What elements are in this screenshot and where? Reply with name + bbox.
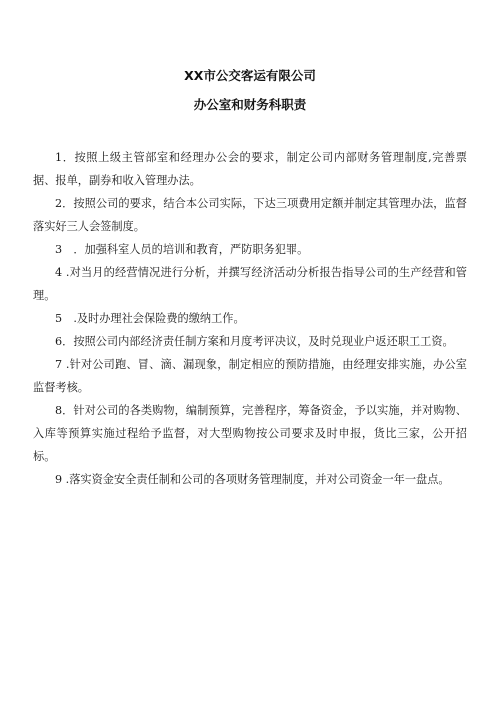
item-number: 2: [55, 197, 63, 210]
item-text: ．按照公司内部经济责任制方案和月度考评决议，及时兑现业户返还职工工资。: [62, 335, 454, 348]
item-text: ．加强科室人员的培训和教育，严防职务犯罪。: [62, 243, 309, 256]
document-title: 办公室和财务科职责: [193, 97, 307, 112]
item-number: 3: [55, 243, 63, 256]
duty-item: [33, 192, 467, 238]
item-text: .针对公司跑、冒、滴、漏现象，制定相应的预防措施，由经理安排实施，办公室监督考核。: [33, 358, 467, 394]
duty-item: [33, 399, 467, 468]
item-number: 5: [55, 312, 63, 325]
duty-item: [33, 238, 467, 261]
item-text: ．针对公司的各类购物，编制预算，完善程序，筹备资金，予以实施，并对购物、入库等预算实施过程给予监督，对大型购物按公司要求及时申报，货比三家，公开招标。: [33, 404, 467, 463]
duty-item: [33, 353, 467, 399]
duty-item: [33, 261, 467, 307]
item-number: 4: [55, 266, 63, 279]
item-text: .落实资金安全责任制和公司的各项财务管理制度，并对公司资金一年一盘点。: [62, 473, 450, 486]
item-text: ．按照公司的要求，结合本公司实际，下达三项费用定额并制定其管理办法，监督落实好三人会签制度。: [33, 197, 467, 233]
duty-item: [33, 307, 467, 330]
company-title: XX市公交客运有限公司: [184, 68, 316, 83]
duty-item: [33, 330, 467, 353]
duty-item: [33, 468, 467, 491]
item-text: .及时办理社会保险费的缴纳工作。: [62, 312, 245, 325]
item-number: 8: [55, 404, 63, 417]
item-text: .对当月的经营情况进行分析，并撰写经济活动分析报告指导公司的生产经营和管理。: [33, 266, 467, 302]
duty-item: [33, 146, 467, 192]
item-number: 7: [55, 358, 63, 371]
item-number: 1: [55, 151, 63, 164]
item-number: 9: [55, 473, 63, 486]
item-number: 6: [55, 335, 63, 348]
duty-list: [33, 146, 467, 491]
item-text: ．按照上级主管部室和经理办公会的要求，制定公司内部财务管理制度,完善票据、报单，副券和收入管理办法。: [33, 151, 467, 187]
